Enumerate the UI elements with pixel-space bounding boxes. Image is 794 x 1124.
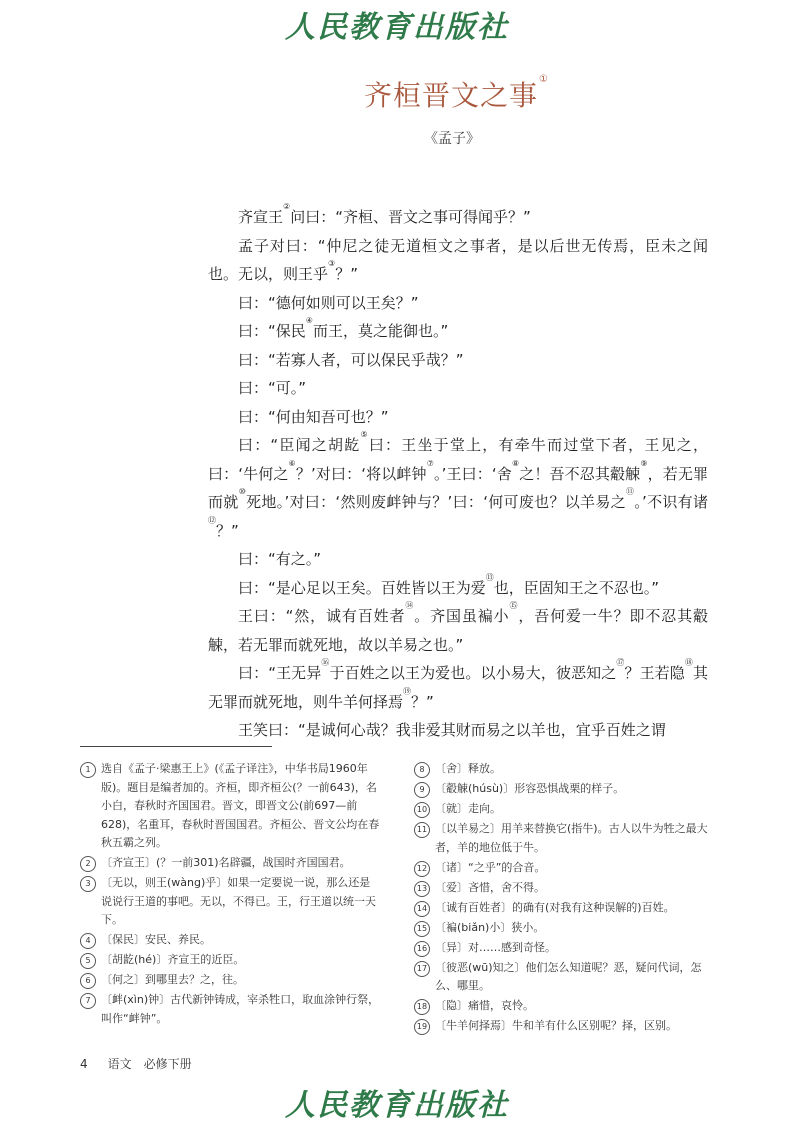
footnote-number: 19 bbox=[414, 1019, 430, 1035]
paragraph-text: 而王，莫之能御也。” bbox=[312, 322, 449, 340]
footnote-text: 〔隐〕痛惜，哀怜。 bbox=[435, 999, 534, 1012]
note-marker: ⑦ bbox=[426, 458, 434, 468]
paragraph-text: ？” bbox=[411, 692, 434, 711]
footnote-number: 15 bbox=[414, 921, 430, 937]
footnote-number: 17 bbox=[414, 961, 430, 977]
footnote-number: 4 bbox=[80, 933, 96, 949]
paragraph-text: 曰：“王无异 bbox=[238, 664, 322, 682]
footnote-number: 5 bbox=[80, 953, 96, 969]
footnote-number: 14 bbox=[414, 901, 430, 917]
footnote-number: 2 bbox=[80, 856, 96, 872]
footnote-text: 〔胡龁(hé)〕齐宣王的近臣。 bbox=[101, 953, 245, 966]
paragraph-text: 曰：“臣闻之胡龁 bbox=[238, 436, 361, 454]
footnote-text: 〔爱〕吝惜，舍不得。 bbox=[435, 880, 545, 894]
footnote bbox=[80, 991, 380, 1028]
footnote-number: 9 bbox=[414, 782, 430, 798]
footnote bbox=[414, 1017, 714, 1036]
paragraph-text: 孟子对曰：“仲尼之徒无道桓文之事者，是以后世无传焉，臣未之闻也。无以，则王乎 bbox=[208, 236, 708, 283]
note-marker: ⑨ bbox=[640, 458, 648, 468]
footnote-text: 〔褊(biǎn)小〕狭小。 bbox=[435, 920, 545, 934]
footnotes-right-column bbox=[414, 760, 714, 1037]
footnote bbox=[414, 820, 714, 857]
note-marker: ② bbox=[283, 202, 291, 211]
paragraph-text: 王曰：“然，诚有百姓者 bbox=[238, 607, 406, 625]
footnote bbox=[414, 800, 714, 819]
footnote bbox=[414, 780, 714, 799]
footnote-number: 18 bbox=[414, 999, 430, 1015]
article-body bbox=[208, 203, 708, 745]
note-marker: ⑫ bbox=[208, 515, 216, 525]
footnote-number: 8 bbox=[414, 762, 430, 778]
footnote-text: 〔何之〕到哪里去？之，往。 bbox=[101, 973, 244, 986]
paragraph-text: 曰：“若寡人者，可以保民乎哉？” bbox=[238, 350, 464, 369]
note-marker: ⑬ bbox=[485, 572, 494, 582]
publisher-logo-top: 人民教育出版社 bbox=[285, 10, 509, 45]
paragraph-text: 死地。’对曰：‘然则废衅钟与？’曰：‘何可废也？以羊易之 bbox=[246, 493, 626, 511]
footnote-number: 11 bbox=[414, 822, 430, 838]
note-marker: ⑪ bbox=[625, 487, 635, 496]
footnote-text: 〔就〕走向。 bbox=[435, 802, 501, 815]
footnote bbox=[414, 919, 714, 938]
body-paragraph bbox=[208, 403, 708, 432]
paragraph-text: 曰：“德何如则可以王矣？” bbox=[238, 293, 419, 312]
footnote bbox=[414, 760, 714, 779]
note-marker: ⑯ bbox=[321, 658, 330, 667]
footnote-text: 〔诸〕“之乎”的合音。 bbox=[435, 860, 546, 874]
paragraph-text: 曰：“可。” bbox=[238, 379, 307, 397]
footnote-number: 7 bbox=[80, 993, 96, 1009]
footnote bbox=[414, 939, 714, 958]
paragraph-text: ？王若隐 bbox=[624, 664, 685, 682]
body-paragraph bbox=[208, 203, 708, 232]
body-paragraph bbox=[208, 574, 708, 603]
note-marker: ⑭ bbox=[405, 601, 415, 610]
footnote-text: 〔异〕对……感到奇怪。 bbox=[435, 940, 556, 954]
note-marker: ⑰ bbox=[616, 658, 625, 667]
footnote-text: 〔无以，则王(wàng)乎〕如果一定要说一说，那么还是说说行王道的事吧。无以，不得已。王，行王道以统一天下。 bbox=[101, 876, 376, 926]
note-marker: ⑲ bbox=[403, 686, 412, 696]
body-paragraph bbox=[208, 317, 708, 346]
footnote-divider bbox=[80, 746, 272, 747]
publisher-logo-bottom: 人民教育出版社 bbox=[285, 1088, 509, 1123]
paragraph-text: 曰：“何由知吾可也？” bbox=[238, 407, 389, 426]
footnote bbox=[80, 951, 380, 970]
body-paragraph bbox=[208, 346, 708, 375]
paragraph-text: 。齐国虽褊小 bbox=[414, 607, 510, 625]
paragraph-text: ？’对曰：‘将以衅钟 bbox=[295, 464, 427, 483]
article-source: 《孟子》 bbox=[424, 131, 480, 147]
paragraph-text: 曰：王坐于堂上，有牵牛而过堂下者，王见之，曰：‘牛何之 bbox=[208, 436, 708, 483]
paragraph-text: ？” bbox=[335, 265, 358, 283]
page-footer bbox=[80, 1055, 192, 1072]
paragraph-text: 曰：“是心足以王矣。百姓皆以王为爱 bbox=[238, 578, 486, 597]
footnote-text: 〔以羊易之〕用羊来替换它(指牛)。古人以牛为牲之最大者，羊的地位低于牛。 bbox=[435, 822, 708, 854]
footnote bbox=[414, 959, 714, 996]
note-marker: ③ bbox=[328, 259, 336, 268]
body-paragraph bbox=[208, 545, 708, 574]
footnote bbox=[80, 854, 380, 873]
footnote-number: 1 bbox=[80, 762, 96, 778]
footnote-number: 13 bbox=[414, 881, 430, 897]
paragraph-text: 也，臣固知王之不忍也。” bbox=[493, 578, 660, 597]
footnote-text: 〔舍〕释放。 bbox=[435, 762, 501, 775]
footnote bbox=[80, 874, 380, 930]
paragraph-text: 问曰：“齐桓、晋文之事可得闻乎？” bbox=[290, 208, 531, 226]
footnote bbox=[414, 859, 714, 878]
footnote bbox=[414, 879, 714, 898]
book-title: 语文 必修下册 bbox=[107, 1057, 192, 1071]
paragraph-text: 曰：“有之。” bbox=[238, 550, 322, 568]
note-marker: ⑱ bbox=[684, 658, 693, 667]
body-paragraph bbox=[208, 602, 708, 659]
footnote-text: 〔齐宣王〕(？一前301)名辟疆，战国时齐国国君。 bbox=[101, 856, 351, 869]
footnotes-left-column bbox=[80, 760, 380, 1030]
note-marker: ⑮ bbox=[509, 601, 519, 610]
note-marker: ④ bbox=[305, 316, 313, 325]
body-paragraph bbox=[208, 431, 708, 545]
paragraph-text: 。’王曰：‘舍 bbox=[434, 464, 512, 483]
footnote bbox=[80, 971, 380, 990]
article-title bbox=[364, 74, 549, 114]
body-paragraph bbox=[208, 659, 708, 716]
paragraph-text: ？” bbox=[216, 521, 239, 540]
body-paragraph bbox=[208, 232, 708, 289]
note-marker: ⑤ bbox=[360, 430, 369, 439]
paragraph-text: 王笑曰：“是诚何心哉？我非爱其财而易之以羊也，宜乎百姓之谓 bbox=[238, 721, 666, 739]
footnote-text: 〔保民〕安民、养民。 bbox=[101, 933, 211, 946]
note-marker: ⑧ bbox=[511, 458, 520, 468]
paragraph-text: 。’不识有诸 bbox=[634, 493, 708, 511]
footnote-text: 选自《孟子·梁惠王上》(《孟子译注》，中华书局1960年版)。题目是编者加的。齐桓，即齐桓公(？一前643)，名小白，春秋时齐国国君。晋文，即晋文公(前697—前628)，名重耳，春秋时晋国国君。齐桓公、晋文公均在春秋五霸之列。 bbox=[101, 762, 380, 849]
footnote-text: 〔觳觫(húsù)〕形容恐惧战栗的样子。 bbox=[435, 782, 625, 795]
footnote-number: 10 bbox=[414, 802, 430, 818]
footnote-number: 16 bbox=[414, 941, 430, 957]
paragraph-text: 之！吾不忍其觳觫 bbox=[519, 464, 641, 483]
footnote-number: 6 bbox=[80, 973, 96, 989]
note-marker: ⑩ bbox=[238, 487, 247, 496]
body-paragraph bbox=[208, 289, 708, 318]
footnote-number: 3 bbox=[80, 876, 96, 892]
paragraph-text: 其无罪而就死地，则牛羊何择焉 bbox=[208, 664, 709, 711]
footnote-text: 〔彼恶(wū)知之〕他们怎么知道呢？恶，疑问代词，怎么、哪里。 bbox=[435, 960, 702, 992]
footnote-text: 〔牛羊何择焉〕牛和羊有什么区别呢？择，区别。 bbox=[435, 1019, 677, 1032]
title-text: 齐桓晋文之事 bbox=[364, 79, 539, 112]
paragraph-text: ，若无罪而就 bbox=[208, 464, 709, 511]
title-note-marker: ① bbox=[539, 74, 549, 85]
paragraph-text: ，吾何爱一牛？即不忍其觳觫，若无罪而就死地，故以羊易之也。” bbox=[208, 607, 708, 654]
footnote-text: 〔诚有百姓者〕的确有(对我有这种误解的)百姓。 bbox=[435, 900, 675, 914]
footnote bbox=[414, 997, 714, 1016]
footnote-number: 12 bbox=[414, 861, 430, 877]
paragraph-text: 齐宣王 bbox=[238, 208, 284, 226]
note-marker: ⑥ bbox=[288, 458, 296, 468]
paragraph-text: 于百姓之以王为爱也。以小易大，彼恶知之 bbox=[329, 664, 617, 682]
footnote bbox=[414, 899, 714, 918]
footnote-text: 〔衅(xìn)钟〕古代新钟铸成，宰杀牲口，取血涂钟行祭，叫作“衅钟”。 bbox=[101, 993, 380, 1025]
footnote bbox=[80, 931, 380, 950]
page-number: 4 bbox=[80, 1057, 88, 1071]
footnote bbox=[80, 760, 380, 853]
paragraph-text: 曰：“保民 bbox=[238, 322, 306, 340]
body-paragraph bbox=[208, 716, 708, 745]
body-paragraph bbox=[208, 374, 708, 403]
